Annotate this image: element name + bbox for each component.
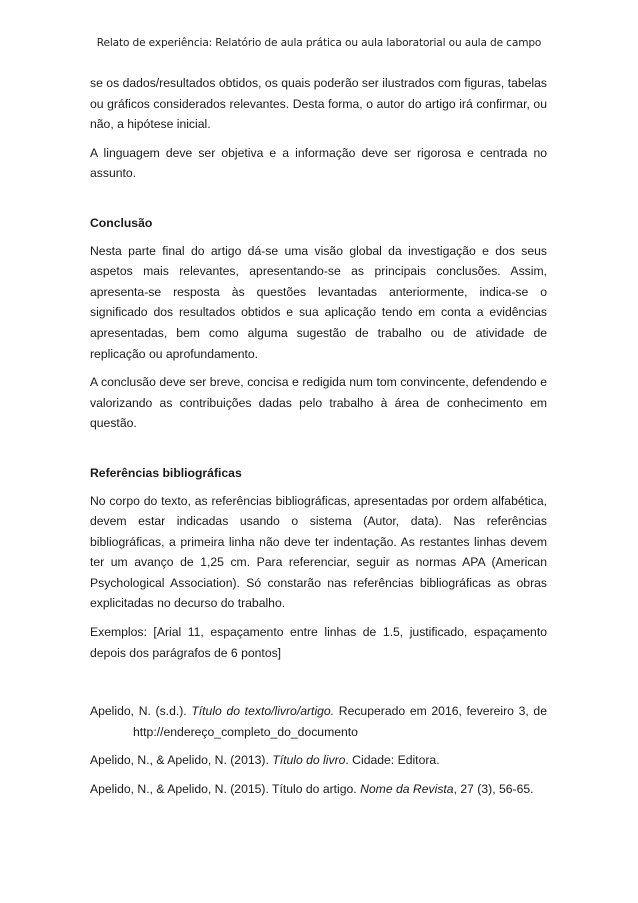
paragraph-conclusao-1: Nesta parte final do artigo dá-se uma visão global da investigação e dos seus aspetos mais relevantes, apresentando-se as principais conclusões. Assim, apresenta-se resposta às questões levantadas anteriormente, indica-se o significado dos resultados obtidos e sua aplicação tendo em conta a evidências apresentadas, bem como alguma sugestão de trabalho ou de atividade de replicação ou aprofundamento. [90, 243, 547, 361]
paragraph-referencias-1: No corpo do texto, as referências bibliográficas, apresentadas por ordem alfabética, devem estar indicadas usando o sistema (Autor, data). Nas referências bibliográficas, a primeira linha não deve ter indentação. As restantes linhas devem ter um avanço de 1,25 cm. Para referenciar, seguir as normas APA (American Psychological Association). Só constarão nas referências bibliográficas as obras explicitadas no decurso do trabalho. [90, 493, 547, 611]
section-spacer [90, 442, 547, 463]
document-body [90, 73, 547, 808]
reference-text: , 27 (3), 56-65. [453, 782, 534, 797]
heading-conclusao: Conclusão [90, 215, 153, 230]
paragraph-conclusao-2: A conclusão deve ser breve, concisa e redigida num tom convincente, defendendo e valorizando as contribuições dadas pelo trabalho à área de conhecimento em questão. [90, 375, 547, 431]
section-spacer [90, 192, 547, 213]
reference-entry [90, 750, 547, 771]
running-header: Relato de experiência: Relatório de aula prática ou aula laboratorial ou aula de campo [96, 37, 542, 49]
reference-text: . Cidade: Editora. [345, 753, 440, 768]
reference-title: Nome da Revista [360, 782, 454, 797]
reference-text: Apelido, N., & Apelido, N. (2015). Título do artigo. [90, 782, 361, 797]
heading-referencias: Referências bibliográficas [90, 465, 242, 480]
reference-text: Apelido, N. (s.d.). [90, 704, 192, 719]
reference-entry [90, 779, 547, 800]
reference-entry [90, 701, 547, 742]
reference-text: Apelido, N., & Apelido, N. (2013). [90, 753, 273, 768]
paragraph-referencias-2: Exemplos: [Arial 11, espaçamento entre linhas de 1.5, justificado, espaçamento depois dos parágrafos de 6 pontos] [90, 625, 547, 660]
paragraph-language: A linguagem deve ser objetiva e a informação deve ser rigorosa e centrada no assunto. [90, 145, 547, 181]
reference-title: Título do livro [272, 753, 346, 768]
paragraph-results: se os dados/resultados obtidos, os quais poderão ser ilustrados com figuras, tabelas ou gráficos considerados relevantes. Desta forma, o autor do artigo irá confirmar, ou não, a hipótese inicial. [90, 76, 547, 132]
reference-title: Título do texto/livro/artigo. [191, 704, 335, 719]
section-spacer [90, 671, 547, 701]
reference-text: Recuperado em 2016, fevereiro 3, de http://endereço_completo_do_documento [133, 704, 547, 739]
